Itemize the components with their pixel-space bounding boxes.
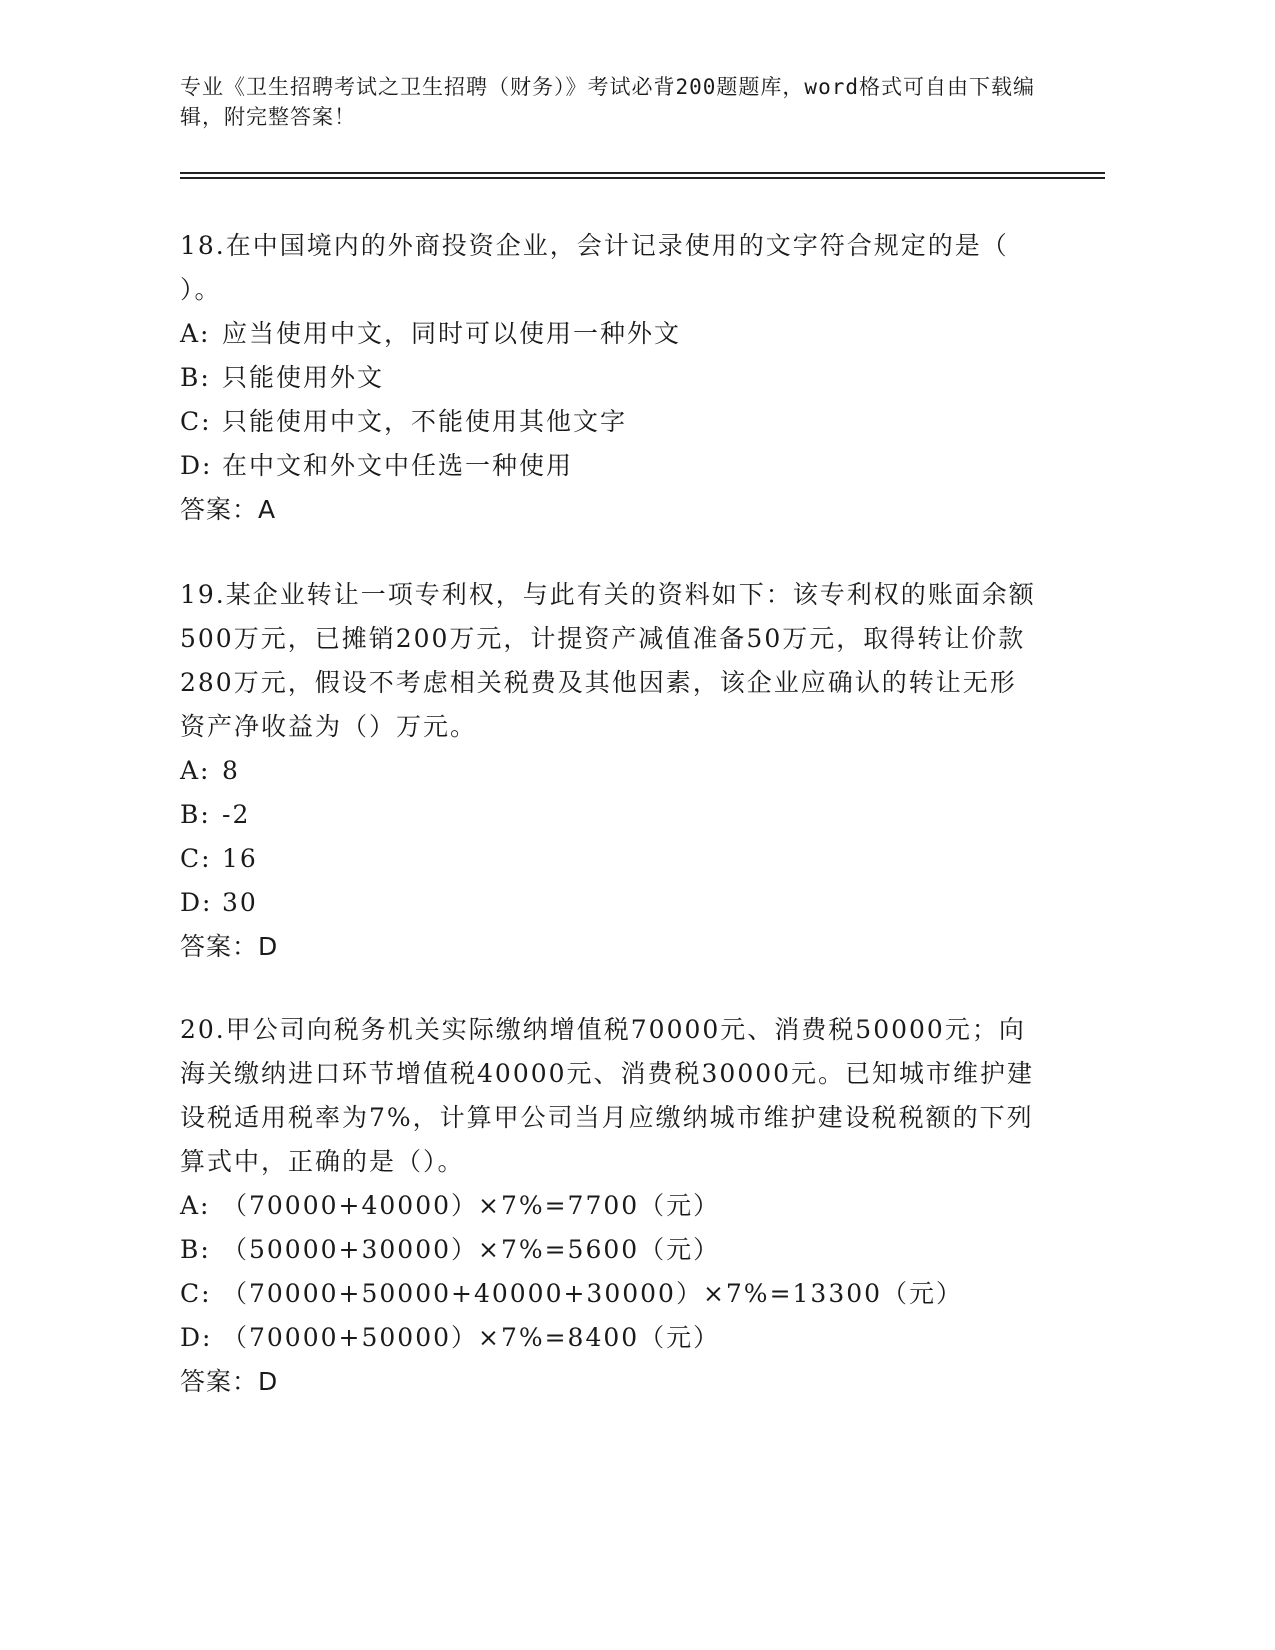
question-text: 18.在中国境内的外商投资企业，会计记录使用的文字符合规定的是（ ）。 <box>180 231 1009 304</box>
header-divider-top <box>180 172 1105 174</box>
option-text: -2 <box>222 800 251 829</box>
option-c <box>180 837 1040 881</box>
option-c <box>180 400 1040 444</box>
option-text: 30 <box>222 888 258 917</box>
option-key: C: <box>180 407 212 436</box>
option-key: B: <box>180 800 211 829</box>
option-text: （70000+40000）×7%=7700（元） <box>222 1191 721 1220</box>
option-text: 8 <box>222 756 240 785</box>
option-text: 只能使用中文，不能使用其他文字 <box>222 407 628 436</box>
option-d <box>180 444 1040 488</box>
option-key: D: <box>180 888 213 917</box>
option-text: （50000+30000）×7%=5600（元） <box>222 1235 721 1264</box>
option-text: 只能使用外文 <box>222 363 385 392</box>
option-d <box>180 881 1040 925</box>
option-text: 应当使用中文，同时可以使用一种外文 <box>222 319 682 348</box>
option-key: B: <box>180 1235 211 1264</box>
option-c <box>180 1272 1040 1316</box>
option-a <box>180 312 1040 356</box>
option-a <box>180 749 1040 793</box>
answer-line: 答案：D <box>180 1367 279 1396</box>
document-header: 专业《卫生招聘考试之卫生招聘（财务）》考试必背200题题库，word格式可自由下载编辑，附完整答案！ <box>180 75 1035 129</box>
question-18 <box>180 224 1040 532</box>
answer-line: 答案：D <box>180 932 279 961</box>
option-key: A: <box>180 1191 211 1220</box>
option-b <box>180 356 1040 400</box>
option-key: C: <box>180 1279 212 1308</box>
option-text: 在中文和外文中任选一种使用 <box>222 451 574 480</box>
option-key: D: <box>180 451 213 480</box>
question-19 <box>180 573 1040 969</box>
option-key: A: <box>180 756 211 785</box>
option-key: C: <box>180 844 212 873</box>
answer-line: 答案：A <box>180 495 277 524</box>
option-d <box>180 1316 1040 1360</box>
option-text: （70000+50000）×7%=8400（元） <box>222 1323 721 1352</box>
header-divider-bottom <box>180 177 1105 179</box>
option-text: 16 <box>222 844 258 873</box>
option-key: A: <box>180 319 211 348</box>
option-key: D: <box>180 1323 213 1352</box>
question-20 <box>180 1008 1040 1404</box>
option-key: B: <box>180 363 211 392</box>
question-text: 19.某企业转让一项专利权，与此有关的资料如下：该专利权的账面余额500万元，已摊销200万元，计提资产减值准备50万元，取得转让价款280万元，假设不考虑相关税费及其他因素，该企业应确认的转让无形资产净收益为（）万元。 <box>180 580 1036 741</box>
option-b <box>180 1228 1040 1272</box>
option-a <box>180 1184 1040 1228</box>
question-text: 20.甲公司向税务机关实际缴纳增值税70000元、消费税50000元；向海关缴纳进口环节增值税40000元、消费税30000元。已知城市维护建设税适用税率为7%，计算甲公司当月应缴纳城市维护建设税税额的下列算式中，正确的是（）。 <box>180 1015 1035 1176</box>
option-b <box>180 793 1040 837</box>
option-text: （70000+50000+40000+30000）×7%=13300（元） <box>222 1279 964 1308</box>
